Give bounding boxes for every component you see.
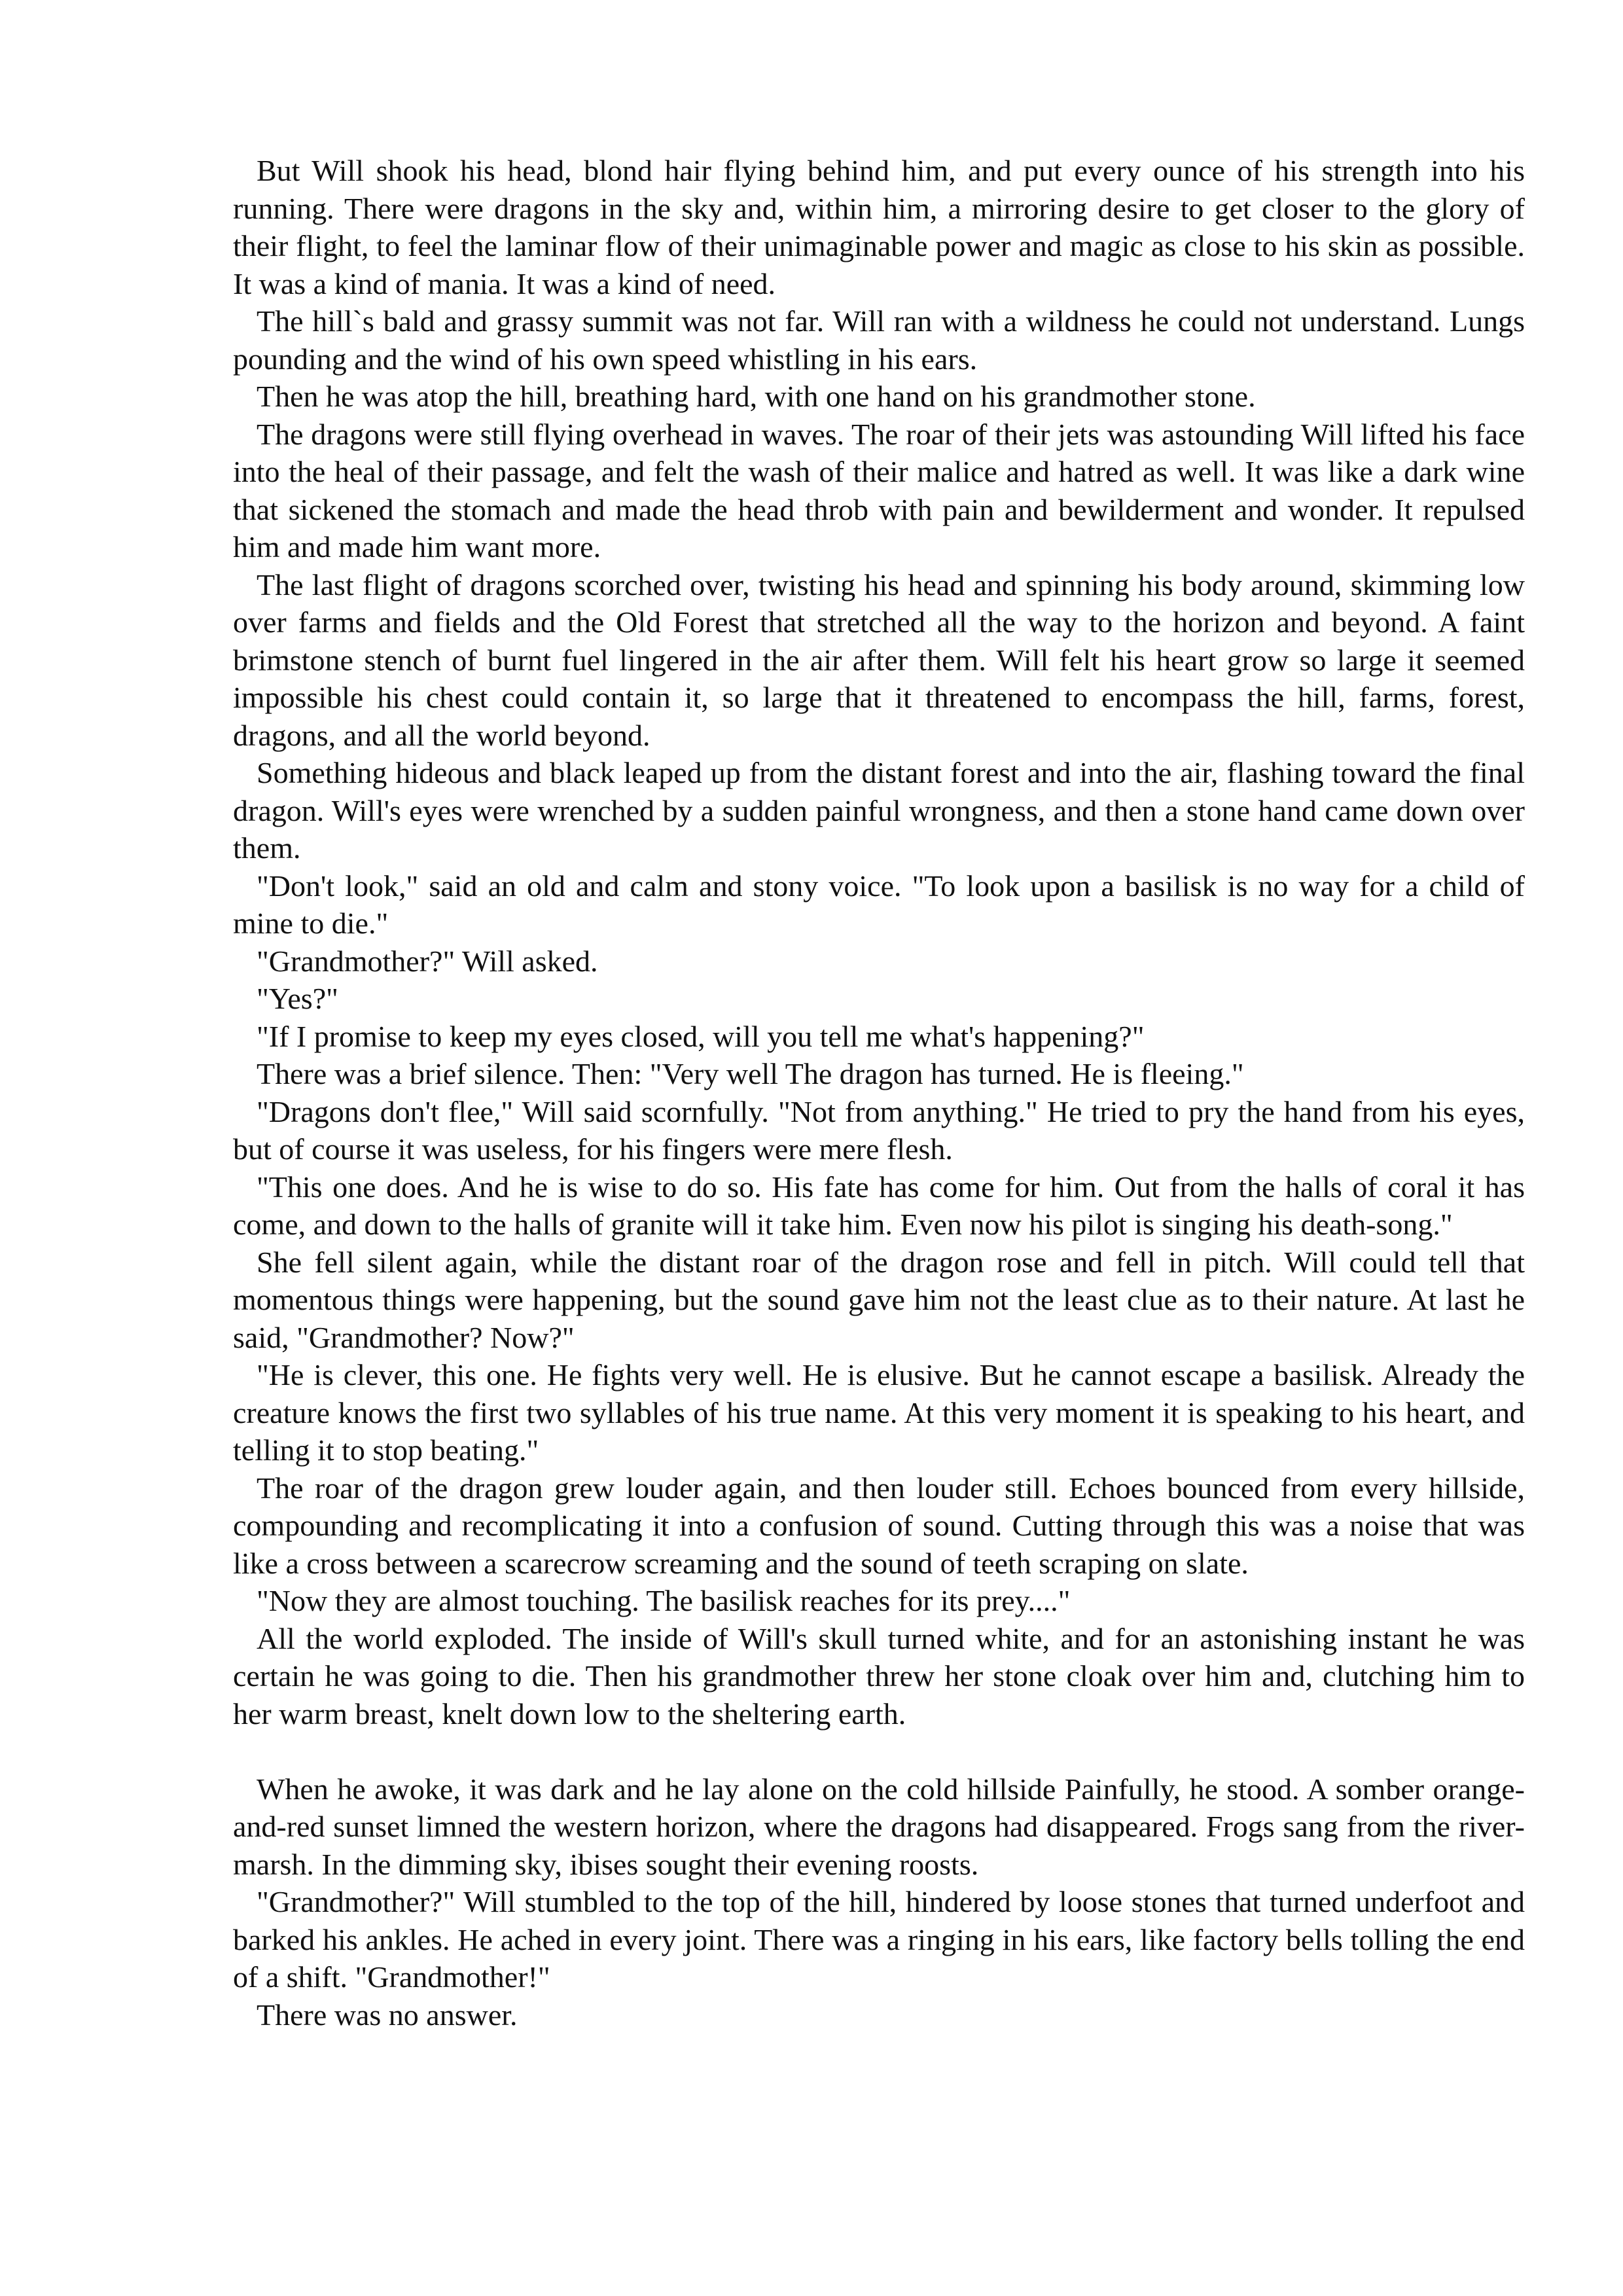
- paragraph: "If I promise to keep my eyes closed, will you tell me what's happening?": [257, 1019, 1145, 1053]
- paragraph: The dragons were still flying overhead in waves. The roar of their jets was astounding Will lifted his face into the heal of their passage, and felt the wash of their malice and hatred as well. It was like a dark wine that sickened the stomach and made the head throb with pain and bewilderment and wonder. It repulsed him and made him want more.: [233, 417, 1525, 564]
- paragraph: "Don't look," said an old and calm and stony voice. "To look upon a basilisk is no way for a child of mine to die.": [233, 869, 1525, 940]
- paragraph: There was a brief silence. Then: "Very well The dragon has turned. He is fleeing.": [257, 1057, 1244, 1090]
- paragraph: Something hideous and black leaped up from the distant forest and into the air, flashing toward the final dragon. Will's eyes were wrenched by a sudden painful wrongness, and then a stone hand came down over them.: [233, 756, 1525, 865]
- paragraph: All the world exploded. The inside of Will's skull turned white, and for an astonishing instant he was certain he was going to die. Then his grandmother threw her stone cloak over him and, clutching him to her warm breast, knelt down low to the sheltering earth.: [233, 1621, 1525, 1731]
- paragraph: "This one does. And he is wise to do so. His fate has come for him. Out from the halls of coral it has come, and down to the halls of granite will it take him. Even now his pilot is singing his death-song.": [233, 1170, 1525, 1241]
- paragraph: When he awoke, it was dark and he lay alone on the cold hillside Painfully, he stood. A somber orange-and-red sunset limned the western horizon, where the dragons had disappeared. Frogs sang from the river-marsh. In the dimming sky, ibises sought their evening roosts.: [233, 1772, 1525, 1881]
- paragraph: The hill`s bald and grassy summit was not far. Will ran with a wildness he could not understand. Lungs pounding and the wind of his own speed whistling in his ears.: [233, 304, 1525, 376]
- paragraph: There was no answer.: [257, 1998, 518, 2032]
- paragraph: "He is clever, this one. He fights very well. He is elusive. But he cannot escape a basilisk. Already the creature knows the first two syllables of his true name. At this very moment it is speaking to his heart, and telling it to stop beating.": [233, 1358, 1525, 1467]
- paragraph: She fell silent again, while the distant roar of the dragon rose and fell in pitch. Will could tell that momentous things were happening, but the sound gave him not the least clue as to their nature. At last he said, "Grandmother? Now?": [233, 1245, 1525, 1354]
- paragraph: "Grandmother?" Will asked.: [257, 944, 598, 978]
- paragraph: "Dragons don't flee," Will said scornfully. "Not from anything." He tried to pry the hand from his eyes, but of course it was useless, for his fingers were mere flesh.: [233, 1094, 1525, 1166]
- paragraph: But Will shook his head, blond hair flying behind him, and put every ounce of his strength into his running. There were dragons in the sky and, within him, a mirroring desire to get closer to the glory of their flight, to feel the laminar flow of their unimaginable power and magic as close to his skin as possible. It was a kind of mania. It was a kind of need.: [233, 154, 1525, 300]
- paragraph: The last flight of dragons scorched over, twisting his head and spinning his body around, skimming low over farms and fields and the Old Forest that stretched all the way to the horizon and beyond. A faint brimstone stench of burnt fuel lingered in the air after them. Will felt his heart grow so large it seemed impossible his chest could contain it, so large that it threatened to encompass the hill, farms, forest, dragons, and all the world beyond.: [233, 567, 1525, 752]
- paragraph: "Grandmother?" Will stumbled to the top of the hill, hindered by loose stones that turned underfoot and barked his ankles. He ached in every joint. There was a ringing in his ears, like factory bells tolling the end of a shift. "Grandmother!": [233, 1885, 1525, 1994]
- document-page: [233, 152, 1525, 2034]
- paragraph: "Yes?": [257, 982, 338, 1015]
- paragraph: "Now they are almost touching. The basilisk reaches for its prey....": [257, 1584, 1071, 1617]
- paragraph: The roar of the dragon grew louder again, and then louder still. Echoes bounced from every hillside, compounding and recomplicating it into a confusion of sound. Cutting through this was a noise that was like a cross between a scarecrow screaming and the sound of teeth scraping on slate.: [233, 1471, 1525, 1580]
- paragraph: Then he was atop the hill, breathing hard, with one hand on his grandmother stone.: [257, 380, 1256, 413]
